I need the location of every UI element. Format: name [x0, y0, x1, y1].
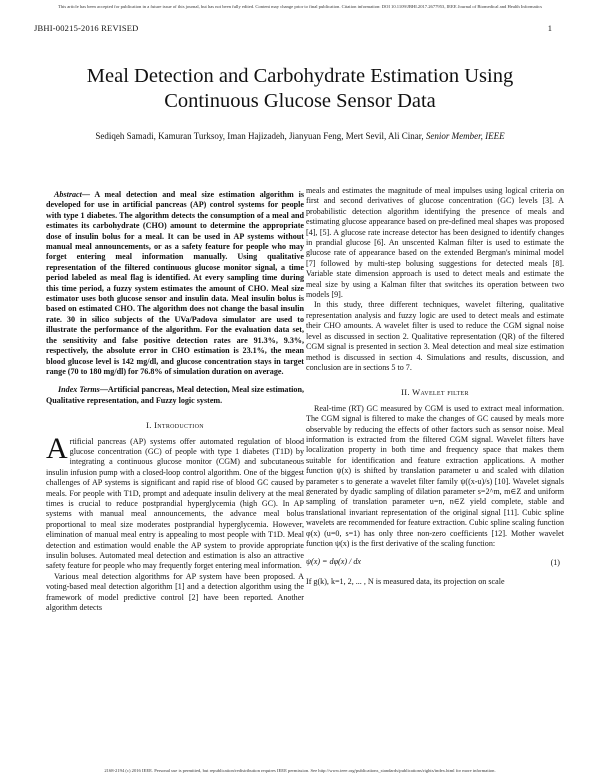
author-names: Sediqeh Samadi, Kamuran Turksoy, Iman Hajizadeh, Jianyuan Feng, Mert Sevil, Ali Cinar,: [95, 131, 424, 141]
author-membership: Senior Member, IEEE: [425, 131, 505, 141]
section-heading-wavelet-filter: II. Wavelet filter: [401, 387, 469, 398]
drop-cap: A: [46, 431, 68, 465]
body-paragraph-3: Real-time (RT) GC measured by CGM is used to extract meal information. The CGM signal is filtered to make the changes of GC caused by meals more observable by reducing the effects of other factors such as sensor noise. Meal information is extracted from the filtered CGM signal. Wavelet filters have localization property in both time and frequency space that makes them suitable for identification and feature extraction applications. A mother function ψ(x) is shifted by translation parameter u and scaled with dilation parameter s to generate a wavelet filter family ψ((x-u)/s) [10]. Wavelet signals generated by dyadic sampling of dilation parameter s=2^m, m∈Z and uniform sampling of translation parameter u=n, n∈Z yield complete, stable and translational invariant representation of the original signal [11]. Cubic spline wavelets are recommended for feature extraction. Cubic spline scaling function φ(x) (u=0, s=1) has only three non-zero coefficients [12]. Mother wavelet function ψ(x) is the first derivative of the scaling function:: [306, 403, 564, 548]
body-paragraph-1: meals and estimates the magnitude of meal impulses using logical criteria on first and second derivatives of glucose concentration (GC) levels [3]. A probabilistic detection algorithm identifying the presence of meals and estimating glucose appearance based on pre-defined meal shapes was proposed [4], [5]. A glucose rate increase detector has been designed to identify changes in prandial glucose [6]. An unscented Kalman filter is used to estimate the glucose rate of appearance based on the extended Bergman's minimal model [7] followed by multi-step bolusing suggestions for detected meals [8]. Variable state dimension approach is used to detect meals and estimate the meal size by using a Kalman filter that switches its operation between two models [9].: [306, 186, 564, 300]
left-column: [46, 190, 304, 613]
abstract-text: — A meal detection and meal size estimation algorithm is developed for use in artificial pancreas (AP) control systems for people with type 1 diabetes. The algorithm detects the consumption of a meal and estimates its carbohydrate (CHO) amount to determine the appropriate dose of insulin bolus for a meal. It can be used in AP systems without manual meal announcements, or as a safety feature for people who may forget entering meal information manually. Using qualitative representation of the filtered continuous glucose monitor signal, a time period labeled as meal flag is identified. At every sampling time during this time period, a fuzzy system estimates the amount of CHO. Meal size estimator uses both glucose sensor and insulin data. Meal insulin bolus is based on estimated CHO. The algorithm does not change the basal insulin rate. 30 in silico subjects of the UVa/Padova simulator are used to illustrate the performance of the algorithm. For the evaluation data set, the sensitivity and false positive detection rates are 91.3%, 9.3%, respectively, the absolute error in CHO estimation is 23.1%, the mean blood glucose level is 142 mg/dl, and glucose concentration stays in target range (70 to 180 mg/dl) for 76.8% of simulation duration on average.: [46, 190, 304, 376]
section-heading-introduction: I. Introduction: [146, 420, 204, 431]
copyright-footer: 2168-2194 (c) 2016 IEEE. Personal use is permitted, but republication/redistribution requires IEEE permission. See http://www.ieee.org/publications_standards/publications/rights/index.html for more information.: [104, 768, 496, 773]
intro-paragraph-2: Various meal detection algorithms for AP system have been proposed. A voting-based meal detection algorithm [1] and a detection algorithm using the framework of model predictive control [2] have been reported. Another algorithm detects: [46, 571, 304, 613]
publication-notice: This article has been accepted for publication in a future issue of this journal, but has not been fully edited. Content may change prior to final publication. Citation information: DOI 10.1109/JBHI.2017.2677953, IEEE Journal of Biomedical and Health Informatics: [57, 4, 543, 9]
abstract: [46, 190, 304, 377]
body-paragraph-2: In this study, three different techniques, wavelet filtering, qualitative representation analysis and fuzzy logic are used to detect meals and estimate their CHO amounts. A wavelet filter is used to reduce the CGM signal noise level as discussed in section 2. Qualitative representation (QR) of the filtered CGM signal is presented in section 3. Meal detection and meal size estimation method is discussed in section 4. Simulations and results, discussion, and conclusion are in sections 5 to 7.: [306, 300, 564, 372]
body-paragraph-4: If g(k), k=1, 2, ... , N is measured data, its projection on scale: [306, 577, 505, 587]
author-list: [60, 130, 540, 142]
index-terms: [46, 385, 304, 406]
page-number: 1: [547, 23, 552, 33]
intro-paragraph-1-text: rtificial pancreas (AP) systems offer automated regulation of blood glucose concentration (GC) of people with type 1 diabetes (T1D) by integrating a continuous glucose monitor (CGM) and subcutaneous insulin infusion pump with a closed-loop control algorithm. One of the biggest challenges of AP systems is significant and rapid rise of blood GC caused by meals. For people with T1D, prompt and adequate insulin delivery at the meal times is crucial to reduce postprandial hyperglycemia (high GC). In AP systems with manual meal announcements, the advance meal bolus proportional to meal size moderates postprandial hyperglycemia. However, elimination of manual meal entry is appealing to most people with T1D. Meal detection and estimation would enable the AP system to provide appropriate insulin boluses. Automated meal detection and estimation is also an attractive safety feature for people who may frequently forget entering meal information.: [46, 436, 304, 571]
abstract-label: Abstract: [54, 190, 82, 199]
index-terms-label: Index Terms: [58, 385, 100, 395]
intro-paragraph-1: [46, 431, 304, 572]
equation-1: [306, 553, 564, 575]
index-terms-text: —Artificial pancreas, Meal detection, Meal size estimation, Qualitative representation, and Fuzzy logic system.: [46, 385, 304, 405]
equation-number: (1): [550, 558, 560, 568]
manuscript-id: JBHI-00215-2016 REVISED: [34, 23, 139, 33]
right-column: [306, 186, 564, 588]
paper-title: Meal Detection and Carbohydrate Estimation Using Continuous Glucose Sensor Data: [86, 65, 514, 112]
equation-body: ψ(x) = dφ(x) / dx: [306, 557, 361, 567]
